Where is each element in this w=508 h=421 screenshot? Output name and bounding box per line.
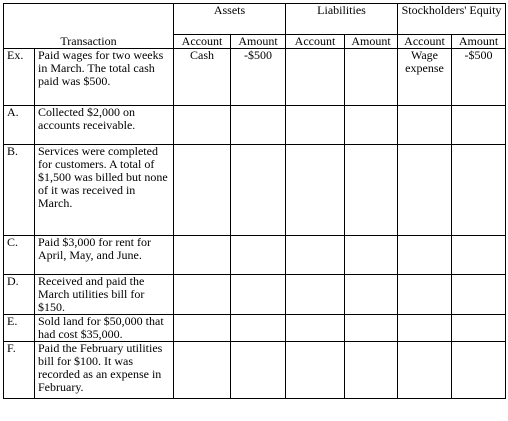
table-row-example [4,49,506,106]
assets-account-cell[interactable] [174,315,231,342]
liabilities-amount-cell[interactable] [345,342,398,399]
row-label: F. [4,342,35,399]
assets-account-cell[interactable]: Cash [174,49,231,106]
equity-amount-cell[interactable] [452,145,506,236]
equity-amount-cell[interactable] [452,315,506,342]
liabilities-amount-cell[interactable] [345,275,398,315]
assets-amount-cell[interactable] [231,145,286,236]
transaction-description: Collected $2,000 on accounts receivable. [35,106,174,145]
liabilities-account-header: Account [286,35,345,49]
equity-amount-cell[interactable] [452,342,506,399]
liabilities-amount-cell[interactable] [345,236,398,275]
header-column-row [4,35,506,49]
equity-account-header: Account [398,35,452,49]
liabilities-account-cell[interactable] [286,275,345,315]
assets-account-header: Account [174,35,231,49]
equity-amount-cell[interactable] [452,106,506,145]
equity-amount-cell[interactable]: -$500 [452,49,506,106]
liabilities-amount-header: Amount [345,35,398,49]
equity-account-cell[interactable] [398,315,452,342]
liabilities-account-cell[interactable] [286,106,345,145]
row-label: D. [4,275,35,315]
header-group-row [4,4,506,35]
liabilities-account-cell[interactable] [286,315,345,342]
assets-account-cell[interactable] [174,236,231,275]
row-label: E. [4,315,35,342]
assets-amount-cell[interactable] [231,275,286,315]
table-row-b [4,145,506,236]
transaction-header: Transaction [4,35,174,49]
equity-account-cell[interactable] [398,106,452,145]
liabilities-amount-cell[interactable] [345,145,398,236]
equity-amount-cell[interactable] [452,236,506,275]
equity-header: Stockholders' Equity [398,4,506,35]
assets-account-cell[interactable] [174,342,231,399]
row-label: C. [4,236,35,275]
transaction-description: Services were completed for customers. A total of $1,500 was billed but none of it was received in March. [35,145,174,236]
assets-amount-cell[interactable] [231,106,286,145]
assets-account-cell[interactable] [174,106,231,145]
assets-header: Assets [174,4,286,35]
table-row-f [4,342,506,399]
liabilities-amount-cell[interactable] [345,49,398,106]
liabilities-account-cell[interactable] [286,145,345,236]
assets-amount-header: Amount [231,35,286,49]
equity-account-cell[interactable] [398,145,452,236]
transaction-header-blank [4,4,174,35]
equity-amount-cell[interactable] [452,275,506,315]
transaction-description: Sold land for $50,000 that had cost $35,000. [35,315,174,342]
equity-account-cell[interactable] [398,236,452,275]
liabilities-header: Liabilities [286,4,398,35]
assets-amount-cell[interactable] [231,315,286,342]
assets-amount-cell[interactable] [231,236,286,275]
liabilities-account-cell[interactable] [286,342,345,399]
transaction-description: Paid $3,000 for rent for April, May, and June. [35,236,174,275]
transaction-description: Paid the February utilities bill for $100. It was recorded as an expense in February. [35,342,174,399]
assets-amount-cell[interactable]: -$500 [231,49,286,106]
transaction-table [3,3,506,399]
liabilities-account-cell[interactable] [286,49,345,106]
table-row-e [4,315,506,342]
assets-account-cell[interactable] [174,275,231,315]
table-row-d [4,275,506,315]
equity-account-cell[interactable] [398,275,452,315]
assets-account-cell[interactable] [174,145,231,236]
transaction-description: Received and paid the March utilities bill for $150. [35,275,174,315]
table-row-a [4,106,506,145]
row-label: A. [4,106,35,145]
assets-amount-cell[interactable] [231,342,286,399]
row-label: Ex. [4,49,35,106]
transaction-description: Paid wages for two weeks in March. The total cash paid was $500. [35,49,174,106]
liabilities-amount-cell[interactable] [345,315,398,342]
row-label: B. [4,145,35,236]
equity-amount-header: Amount [452,35,506,49]
transaction-analysis-sheet [3,3,506,399]
liabilities-account-cell[interactable] [286,236,345,275]
table-row-c [4,236,506,275]
liabilities-amount-cell[interactable] [345,106,398,145]
equity-account-cell[interactable] [398,342,452,399]
equity-account-cell[interactable]: Wage expense [398,49,452,106]
